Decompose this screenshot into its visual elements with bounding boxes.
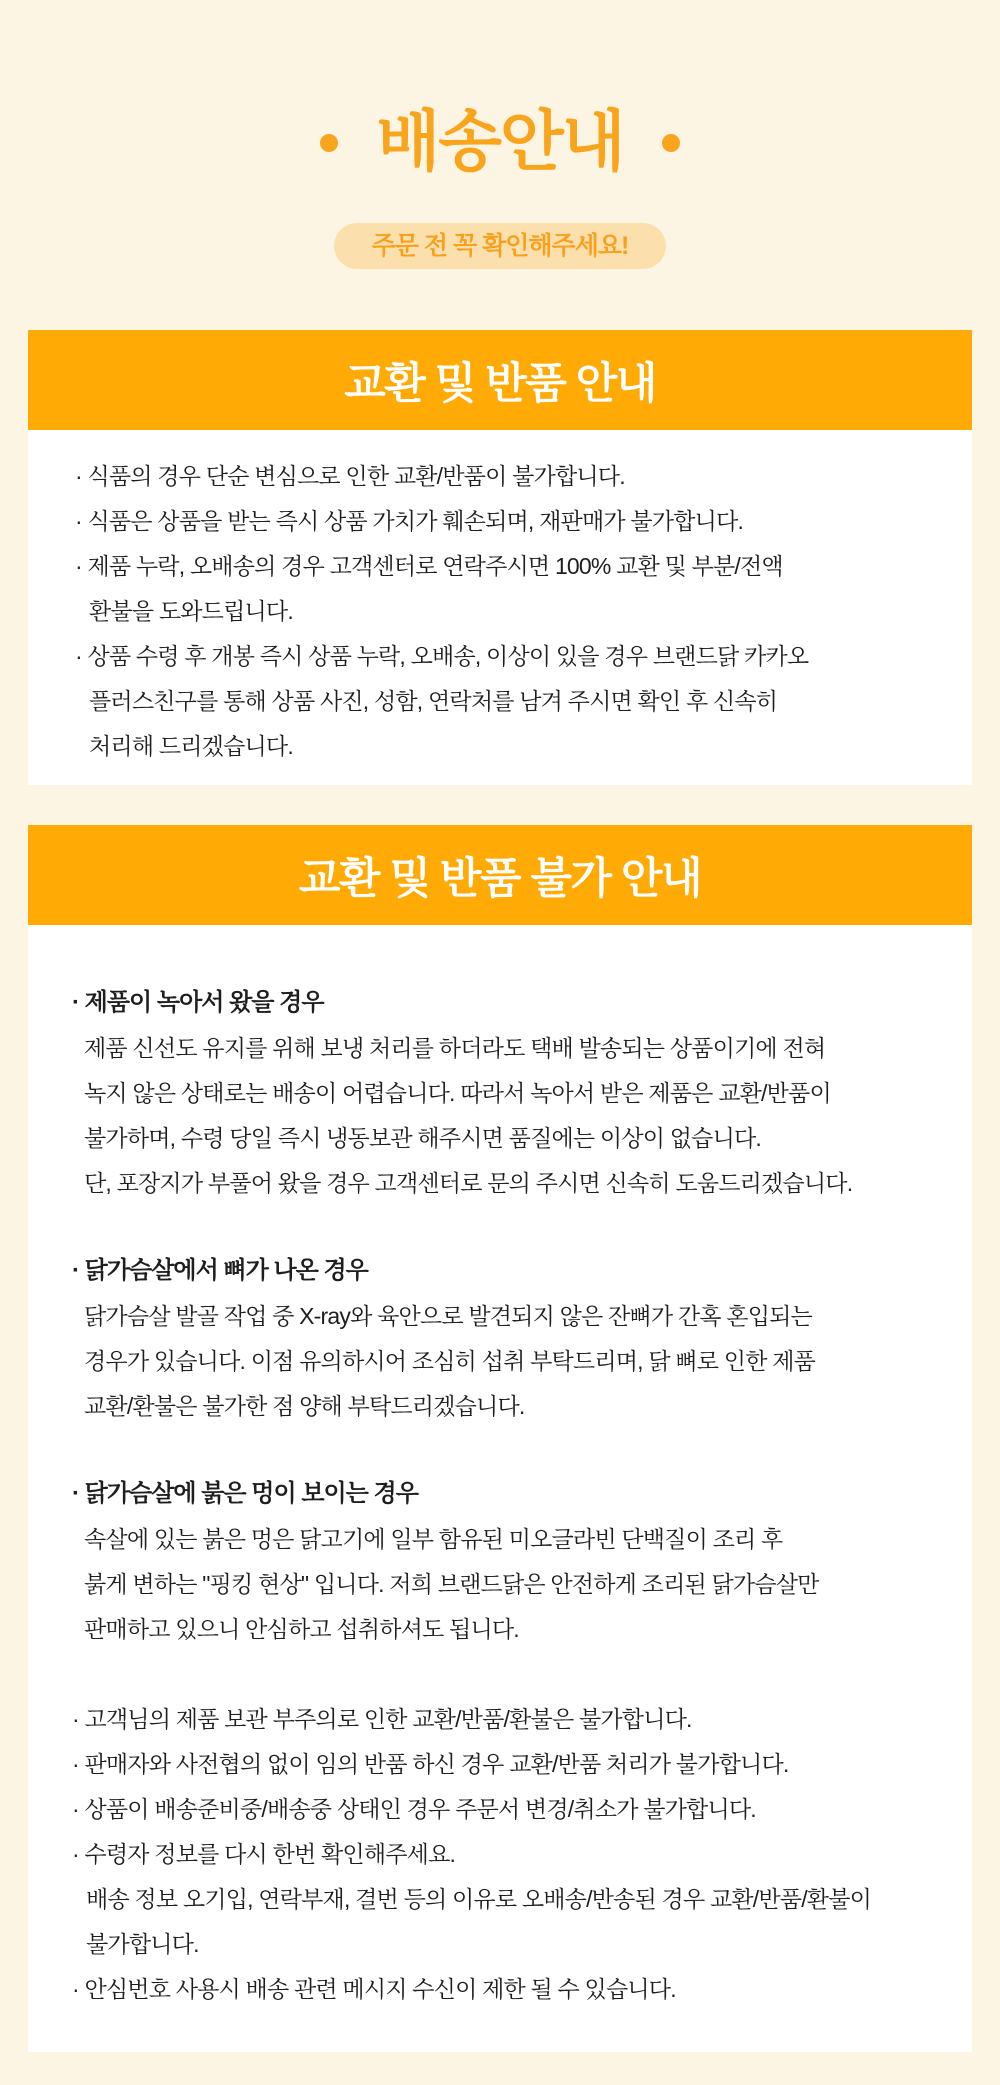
notice-line-continuation: 처리해 드리겠습니다. xyxy=(89,733,293,759)
section-line: 불가하며, 수령 당일 즉시 냉동보관 해주시면 품질에는 이상이 없습니다. xyxy=(84,1125,762,1151)
exchange-return-card-header: 교환 및 반품 안내 xyxy=(28,330,972,430)
note-line: · 안심번호 사용시 배송 관련 메시지 수신이 제한 될 수 있습니다. xyxy=(72,1976,676,2002)
badge-row xyxy=(0,223,1000,269)
section-line: 녹지 않은 상태로는 배송이 어렵습니다. 따라서 녹아서 받은 제품은 교환/반품이 xyxy=(84,1080,831,1106)
note-line-continuation: 배송 정보 오기입, 연락부재, 결번 등의 이유로 오배송/반송된 경우 교환/반품/환불이 xyxy=(86,1886,872,1912)
title-dot-left-icon xyxy=(320,134,338,152)
section-line: 단, 포장지가 부풀어 왔을 경우 고객센터로 문의 주시면 신속히 도움드리겠습니다. xyxy=(84,1170,853,1196)
section-melted-product xyxy=(72,980,932,1206)
no-exchange-return-card-body xyxy=(28,925,972,2052)
section-line: 속살에 있는 붉은 멍은 닭고기에 일부 함유된 미오글라빈 단백질이 조리 후 xyxy=(84,1526,783,1552)
notice-line-continuation: 플러스친구를 통해 상품 사진, 성함, 연락처를 남겨 주시면 확인 후 신속히 xyxy=(89,688,778,714)
title-dot-right-icon xyxy=(662,134,680,152)
note-line: · 고객님의 제품 보관 부주의로 인한 교환/반품/환불은 불가합니다. xyxy=(72,1706,692,1732)
section-line: 경우가 있습니다. 이점 유의하시어 조심히 섭취 부탁드리며, 닭 뼈로 인한 제품 xyxy=(84,1348,816,1374)
section-bone-found xyxy=(72,1248,932,1429)
exchange-return-card-body xyxy=(28,430,972,785)
section-line: 판매하고 있으니 안심하고 섭취하셔도 됩니다. xyxy=(84,1616,519,1642)
note-line: · 판매자와 사전협의 없이 임의 반품 하신 경우 교환/반품 처리가 불가합니다. xyxy=(72,1751,789,1777)
page-title-text: 배송안내 xyxy=(376,104,624,178)
section-line: 붉게 변하는 "핑킹 현상" 입니다. 저희 브랜드닭은 안전하게 조리된 닭가슴살만 xyxy=(84,1571,819,1597)
note-line: · 수령자 정보를 다시 한번 확인해주세요. xyxy=(72,1841,456,1867)
notice-line: · 식품의 경우 단순 변심으로 인한 교환/반품이 불가합니다. xyxy=(75,463,625,489)
additional-notes xyxy=(72,1697,932,2012)
note-line-continuation: 불가합니다. xyxy=(86,1931,199,1957)
no-exchange-return-card xyxy=(28,825,972,2052)
notice-line: · 식품은 상품을 받는 즉시 상품 가치가 훼손되며, 재판매가 불가합니다. xyxy=(75,508,744,534)
notice-line: · 상품 수령 후 개봉 즉시 상품 누락, 오배송, 이상이 있을 경우 브랜드닭 카카오 xyxy=(75,643,809,669)
section-heading: · 닭가슴살에 붉은 멍이 보이는 경우 xyxy=(72,1480,418,1507)
section-heading: · 제품이 녹아서 왔을 경우 xyxy=(72,989,324,1016)
order-check-badge: 주문 전 꼭 확인해주세요! xyxy=(334,223,667,269)
page-title xyxy=(0,88,1000,183)
section-line: 닭가슴살 발골 작업 중 X-ray와 육안으로 발견되지 않은 잔뼈가 간혹 혼입되는 xyxy=(84,1303,812,1329)
no-exchange-return-card-header: 교환 및 반품 불가 안내 xyxy=(28,825,972,925)
section-red-spot xyxy=(72,1471,932,1652)
section-line: 제품 신선도 유지를 위해 보냉 처리를 하더라도 택배 발송되는 상품이기에 전혀 xyxy=(84,1035,826,1061)
section-line: 교환/환불은 불가한 점 양해 부탁드리겠습니다. xyxy=(84,1393,525,1419)
notice-line: · 제품 누락, 오배송의 경우 고객센터로 연락주시면 100% 교환 및 부분/전액 xyxy=(75,553,783,579)
section-heading: · 닭가슴살에서 뼈가 나온 경우 xyxy=(72,1257,368,1284)
exchange-return-card xyxy=(28,330,972,785)
note-line: · 상품이 배송준비중/배송중 상태인 경우 주문서 변경/취소가 불가합니다. xyxy=(72,1796,756,1822)
notice-line-continuation: 환불을 도와드립니다. xyxy=(89,598,293,624)
